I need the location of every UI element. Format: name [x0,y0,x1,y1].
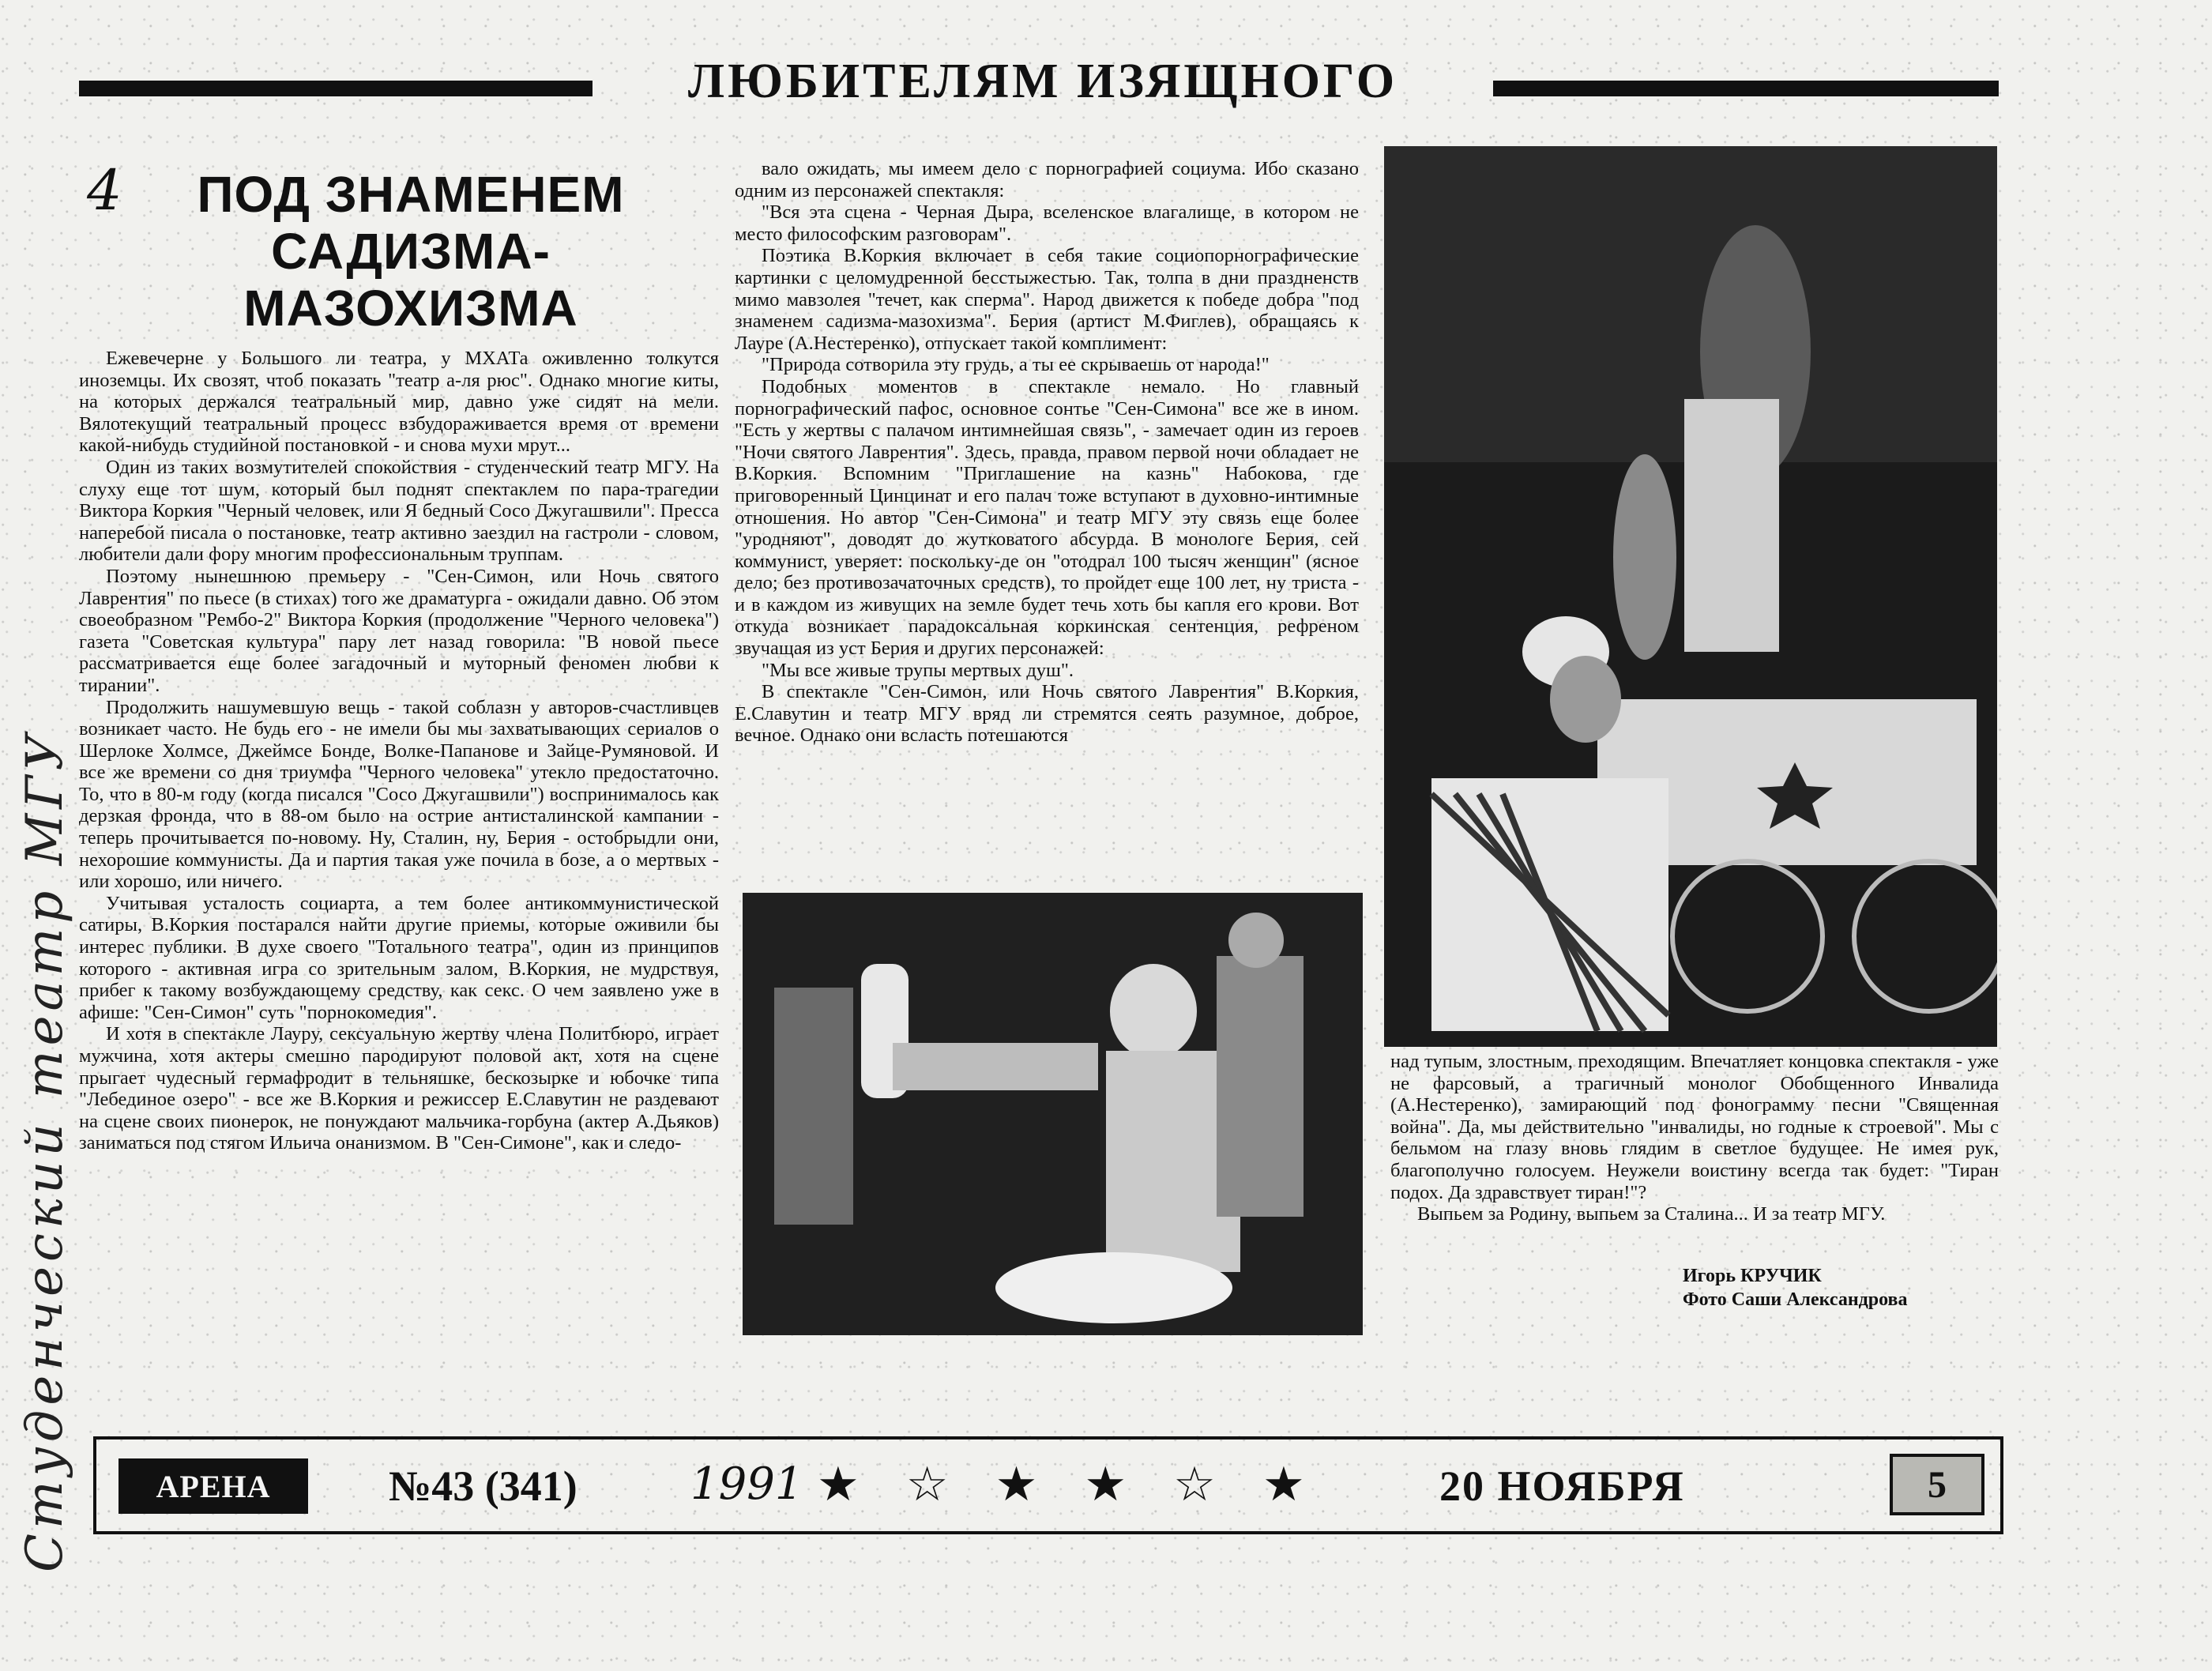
handwritten-margin-note: Студенческий театр МГУ [16,729,74,1572]
rubric-title: ЛЮБИТЕЛЯМ ИЗЯЩНОГО [687,55,1398,108]
issue-date: 20 НОЯБРЯ [1439,1462,1685,1510]
newspaper-logo: АРЕНА [118,1458,308,1514]
headline-line: САДИЗМА- [271,223,551,280]
page-footer [93,1436,2003,1534]
article-column-1 [79,348,719,1367]
paragraph: Ежевечерне у Большого ли театра, у МХАТа оживленно толкутся иноземцы. Их свозят, чтоб показать "театр а-ля рюс". Однако многие киты, на которых держался театральный мир, давно уже сидят на мели. Вялотекущий театральный процесс взбудораживается время от времени какой-нибудь студийной постановкой - и снова мухи мрут... [79,348,719,457]
paragraph: Один из таких возмутителей спокойствия - студенческий театр МГУ. На слуху еще тот шум, который был поднят спектаклем по пара-трагедии Виктора Коркия "Черный человек, или Я бедный Сосо Джугашвили". Пресса наперебой писала о постановке, театр активно заездил на гастроли - словом, любители дали фору многим профессиональным труппам. [79,456,719,566]
paragraph: В спектакле "Сен-Симон, или Ночь святого Лаврентия" В.Коркия, Е.Славутин и театр МГУ вряд ли стремятся сеять разумное, доброе, вечное. Однако они всласть потешаются [735,681,1359,747]
headline-line: МАЗОХИЗМА [243,280,578,337]
article-column-3 [1390,1051,1999,1256]
paragraph: Поэтика В.Коркия включает в себя такие социопорнографические картинки с целомудренной бесстыжестью. Так, толпа в дни праздненств мимо мавзолея "течет, как сперма". Народ движется к победе добра "под знаменем садизма-мазохизма". Берия (артист М.Фиглев), обращаясь к Лауре (А.Нестеренко), отпускает такой комплимент: [735,245,1359,354]
article-column-2 [735,158,1359,869]
handwritten-corner-mark: 4 [87,158,122,223]
quote: "Вся эта сцена - Черная Дыра, вселенское влагалище, в котором не место философским разговорам". [735,201,1359,245]
headline-line: ПОД ЗНАМЕНЕМ [197,166,625,223]
paragraph: вало ожидать, мы имеем дело с порнографией социума. Ибо сказано одним из персонажей спектакля: [735,158,1359,201]
paragraph: Поэтому нынешнюю премьеру - "Сен-Симон, или Ночь святого Лаврентия" по пьесе (в стихах) того же драматурга - ожидали давно. Об этом своеобразном "Рембо-2" Виктора Коркия (продолжение "Черного человека") газета "Советская культура" пару лет назад говорила: "В новой пьесе рассматривается еще более загадочный и муторный феномен любви к тирании". [79,565,719,696]
paragraph: Продолжить нашумевшую вещь - такой соблазн у авторов-счастливцев возникает часто. Не будь его - не имели бы мы захватывающих сериалов о Шерлоке Холмсе, Джеймсе Бонде, Волке-Папанове и Зайце-Румяновой. И все же времени со дня триумфа "Черного человека" утекло предостаточно. То, что в 80-м году (когда писался "Сосо Джугашвили") воспринималось как дерзкая фронда, что в 88-ом было на острие антисталинской кампании - теперь прочитывается по-новому. Ну, Сталин, ну, Берия - остобрыдли они, нехорошие коммунисты. Да и партия такая уже почила в бозе, а о мертвых - или хорошо, или ничего. [79,696,719,893]
quote: "Мы все живые трупы мертвых душ". [762,659,1074,681]
handwritten-year: 1991 [690,1458,803,1510]
photo-credit: Фото Саши Александрова [1683,1289,1908,1310]
byline [1683,1264,2014,1312]
paragraph: И хотя в спектакле Лауру, сексуальную жертву члена Политбюро, играет мужчина, хотя актеры смешно пародируют половой акт, хотя на сцене прыгает чудесный гермафродит в тельняшке, бескозырке и юбочке типа "Лебединое озеро" - все же В.Коркия и режиссер Е.Славутин не раздевают на сцене своих пионерок, не понуждают мальчика-горбуна (актер А.Дьяков) заниматься под стягом Ильича онанизмом. В "Сен-Симоне", как и следо- [79,1023,719,1154]
stage-photo-secondary [743,893,1363,1335]
rubric-rule-right [1493,81,1999,96]
page-number: 5 [1890,1454,1984,1515]
article-headline [158,166,664,337]
quote: "Природа сотворила эту грудь, а ты ее скрываешь от народа!" [762,354,1270,376]
rubric-header [79,54,1999,109]
paragraph: Подобных моментов в спектакле немало. Но главный порнографический пафос, основное сонтье "Сен-Симона" все же в ином. "Есть у жертвы с палачом интимнейшая связь", - замечает один из героев "Ночи святого Лаврентия". Здесь, правда, правом первой ночи обладает не В.Коркия. Вспомним "Приглашение на казнь" Набокова, где приговоренный Цинцинат и его палач тоже вступают в духовно-интимные отношения. Но автор "Сен-Симона" и театр МГУ эту связь еще более "уродняют", доводят до жутковатого абсурда. В монологе Берия, сей коммунист, уверяет: поскольку-де он "отодрал 100 тысяч женщин" (ясное дело; без противозачаточных средств), то пройдет еще 100 лет, ну триста - и в каждом из живущих на земле будет течь хоть бы капля его крови. Вот откуда возникает парадоксальная коркинская сентенция, рефреном звучащая из уст Берия и других персонажей: [735,375,1359,660]
rubric-rule-left [79,81,592,96]
stage-photo-main [1384,146,1997,1047]
paragraph: над тупым, злостным, преходящим. Впечатляет концовка спектакля - уже не фарсовый, а трагичный монолог Обобщенного Инвалида (А.Нестеренко), замирающий под фонограмму песни "Священная война". Да, мы действительно "инвалиды, но годные к строевой". Мы с бельмом на глазу вновь глядим в светлое будущее. Не имея рук, благополучно голосуем. Неужели воистину всегда так будет: "Тиран подох. Да здравствует тиран!"? [1390,1051,1999,1203]
paragraph: Выпьем за Родину, выпьем за Сталина... И за театр МГУ. [1417,1203,1886,1225]
paragraph: Учитывая усталость социарта, а тем более антикоммунистической сатиры, В.Коркия постарался найти другие приемы, которые оживили бы интерес публики. В духе своего "Тотального театра", один из принципов которого - активная игра со зрительным залом, В.Коркия, не мудрствуя, прибег к такому возбуждающему средству, как секс. О чем заявлено уже в афише: "Сен-Симон" суть "порнокомедия". [79,892,719,1023]
stars-ornament: ★ ☆ ★ ★ ☆ ★ [817,1458,1322,1511]
author-name: Игорь КРУЧИК [1683,1266,1822,1286]
issue-number: №43 (341) [389,1462,577,1510]
